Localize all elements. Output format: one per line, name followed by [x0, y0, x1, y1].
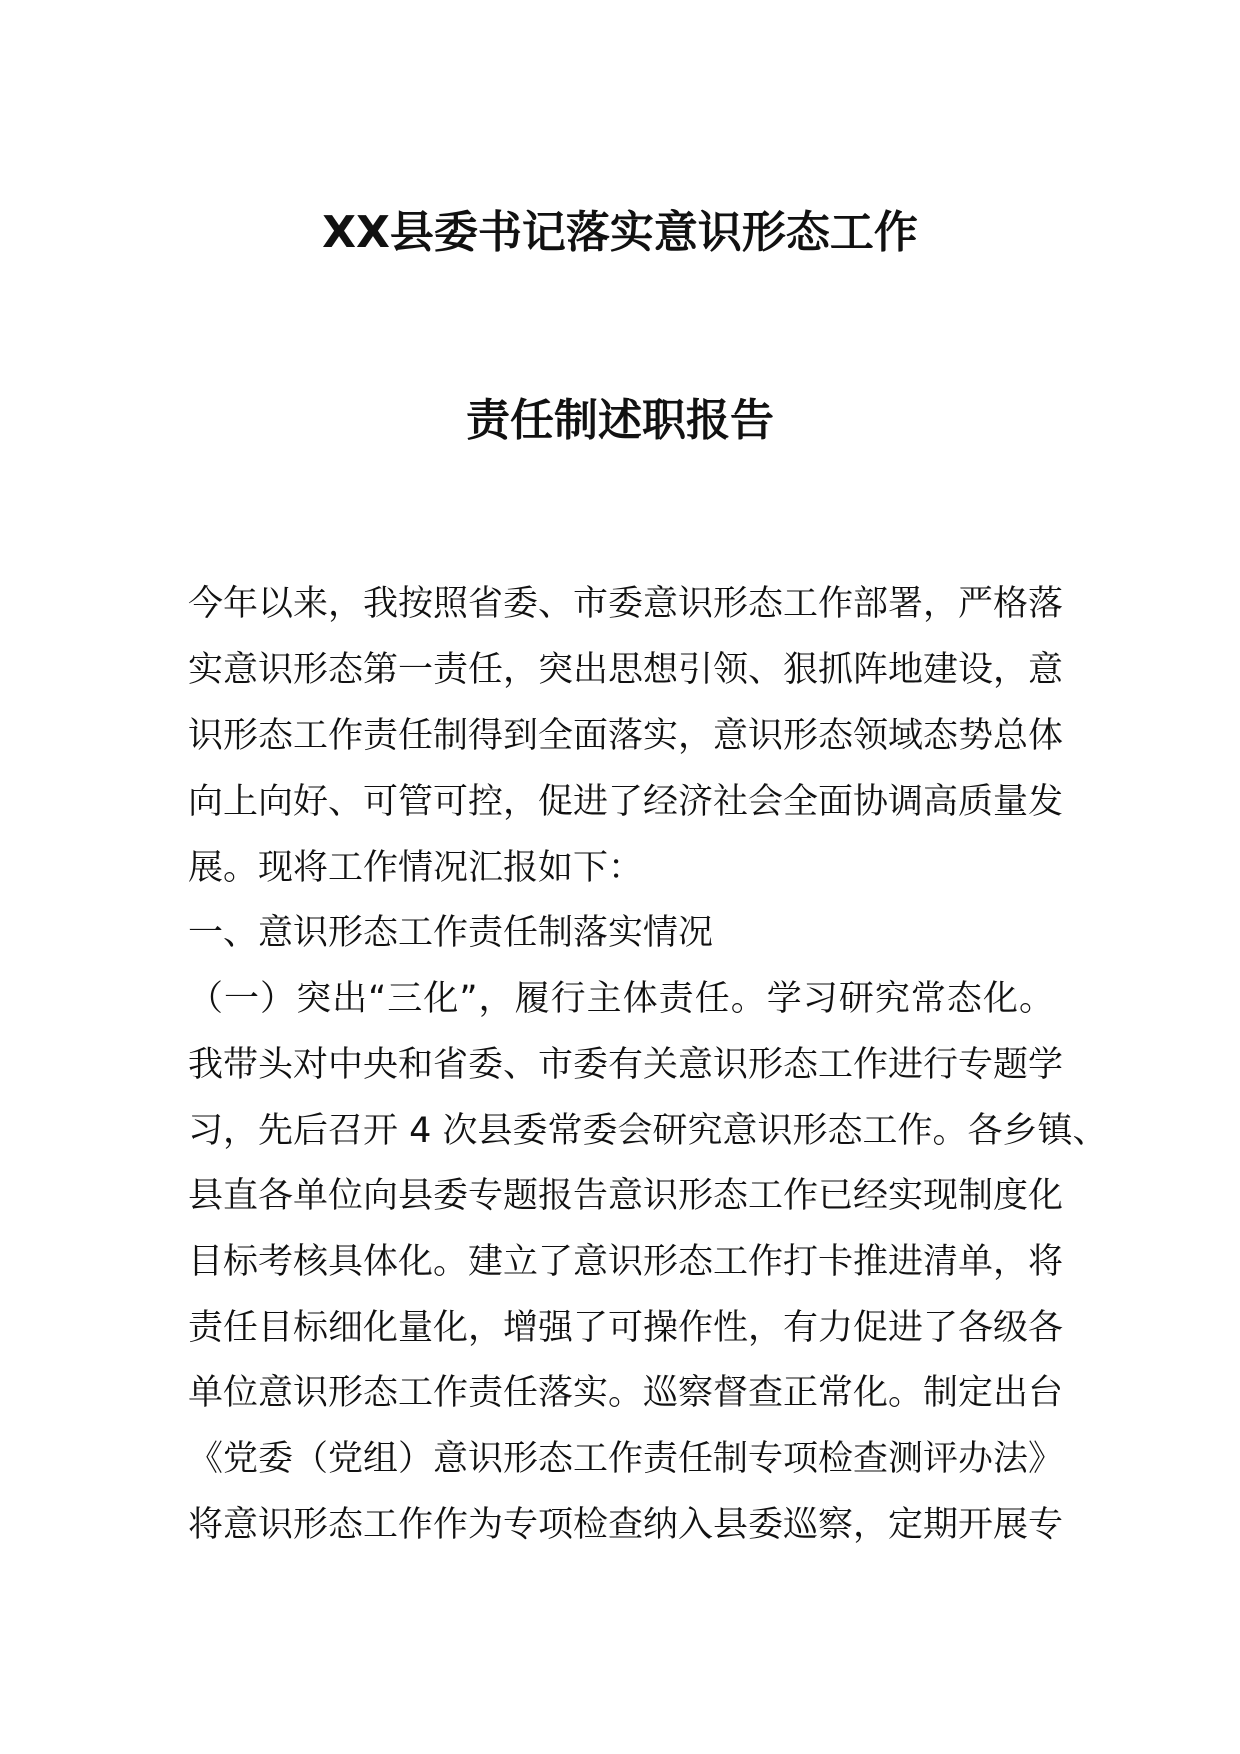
body-paragraph-line: 《党委（党组）意识形态工作责任制专项检查测评办法》 — [188, 1439, 1064, 1479]
body-paragraph-line: 目标考核具体化。建立了意识形态工作打卡推进清单，将 — [188, 1242, 1064, 1282]
body-paragraph-line: 展。现将工作情况汇报如下： — [188, 848, 644, 888]
document-title-line-1: XX县委书记落实意识形态工作 — [322, 207, 918, 258]
body-paragraph-line: 将意识形态工作作为专项检查纳入县委巡察，定期开展专 — [188, 1505, 1064, 1545]
document-title-line-2: 责任制述职报告 — [466, 395, 774, 446]
body-paragraph-line: 习，先后召开 4 次县委常委会研究意识形态工作。各乡镇、 — [188, 1111, 1108, 1151]
body-paragraph-line: 县直各单位向县委专题报告意识形态工作已经实现制度化 — [188, 1176, 1064, 1216]
body-paragraph-line: 责任目标细化量化，增强了可操作性，有力促进了各级各 — [188, 1308, 1064, 1348]
subsection-heading-line: （一）突出“三化”，履行主体责任。学习研究常态化。 — [188, 979, 1054, 1019]
body-paragraph-line: 实意识形态第一责任，突出思想引领、狠抓阵地建设，意 — [188, 650, 1064, 690]
body-paragraph-line: 向上向好、可管可控，促进了经济社会全面协调高质量发 — [188, 782, 1064, 822]
body-paragraph-line: 识形态工作责任制得到全面落实，意识形态领域态势总体 — [188, 716, 1064, 756]
section-heading: 一、意识形态工作责任制落实情况 — [188, 913, 714, 953]
body-paragraph-line: 今年以来，我按照省委、市委意识形态工作部署，严格落 — [188, 584, 1064, 624]
body-paragraph-line: 单位意识形态工作责任落实。巡察督查正常化。制定出台 — [188, 1373, 1064, 1413]
body-paragraph-line: 我带头对中央和省委、市委有关意识形态工作进行专题学 — [188, 1045, 1064, 1085]
